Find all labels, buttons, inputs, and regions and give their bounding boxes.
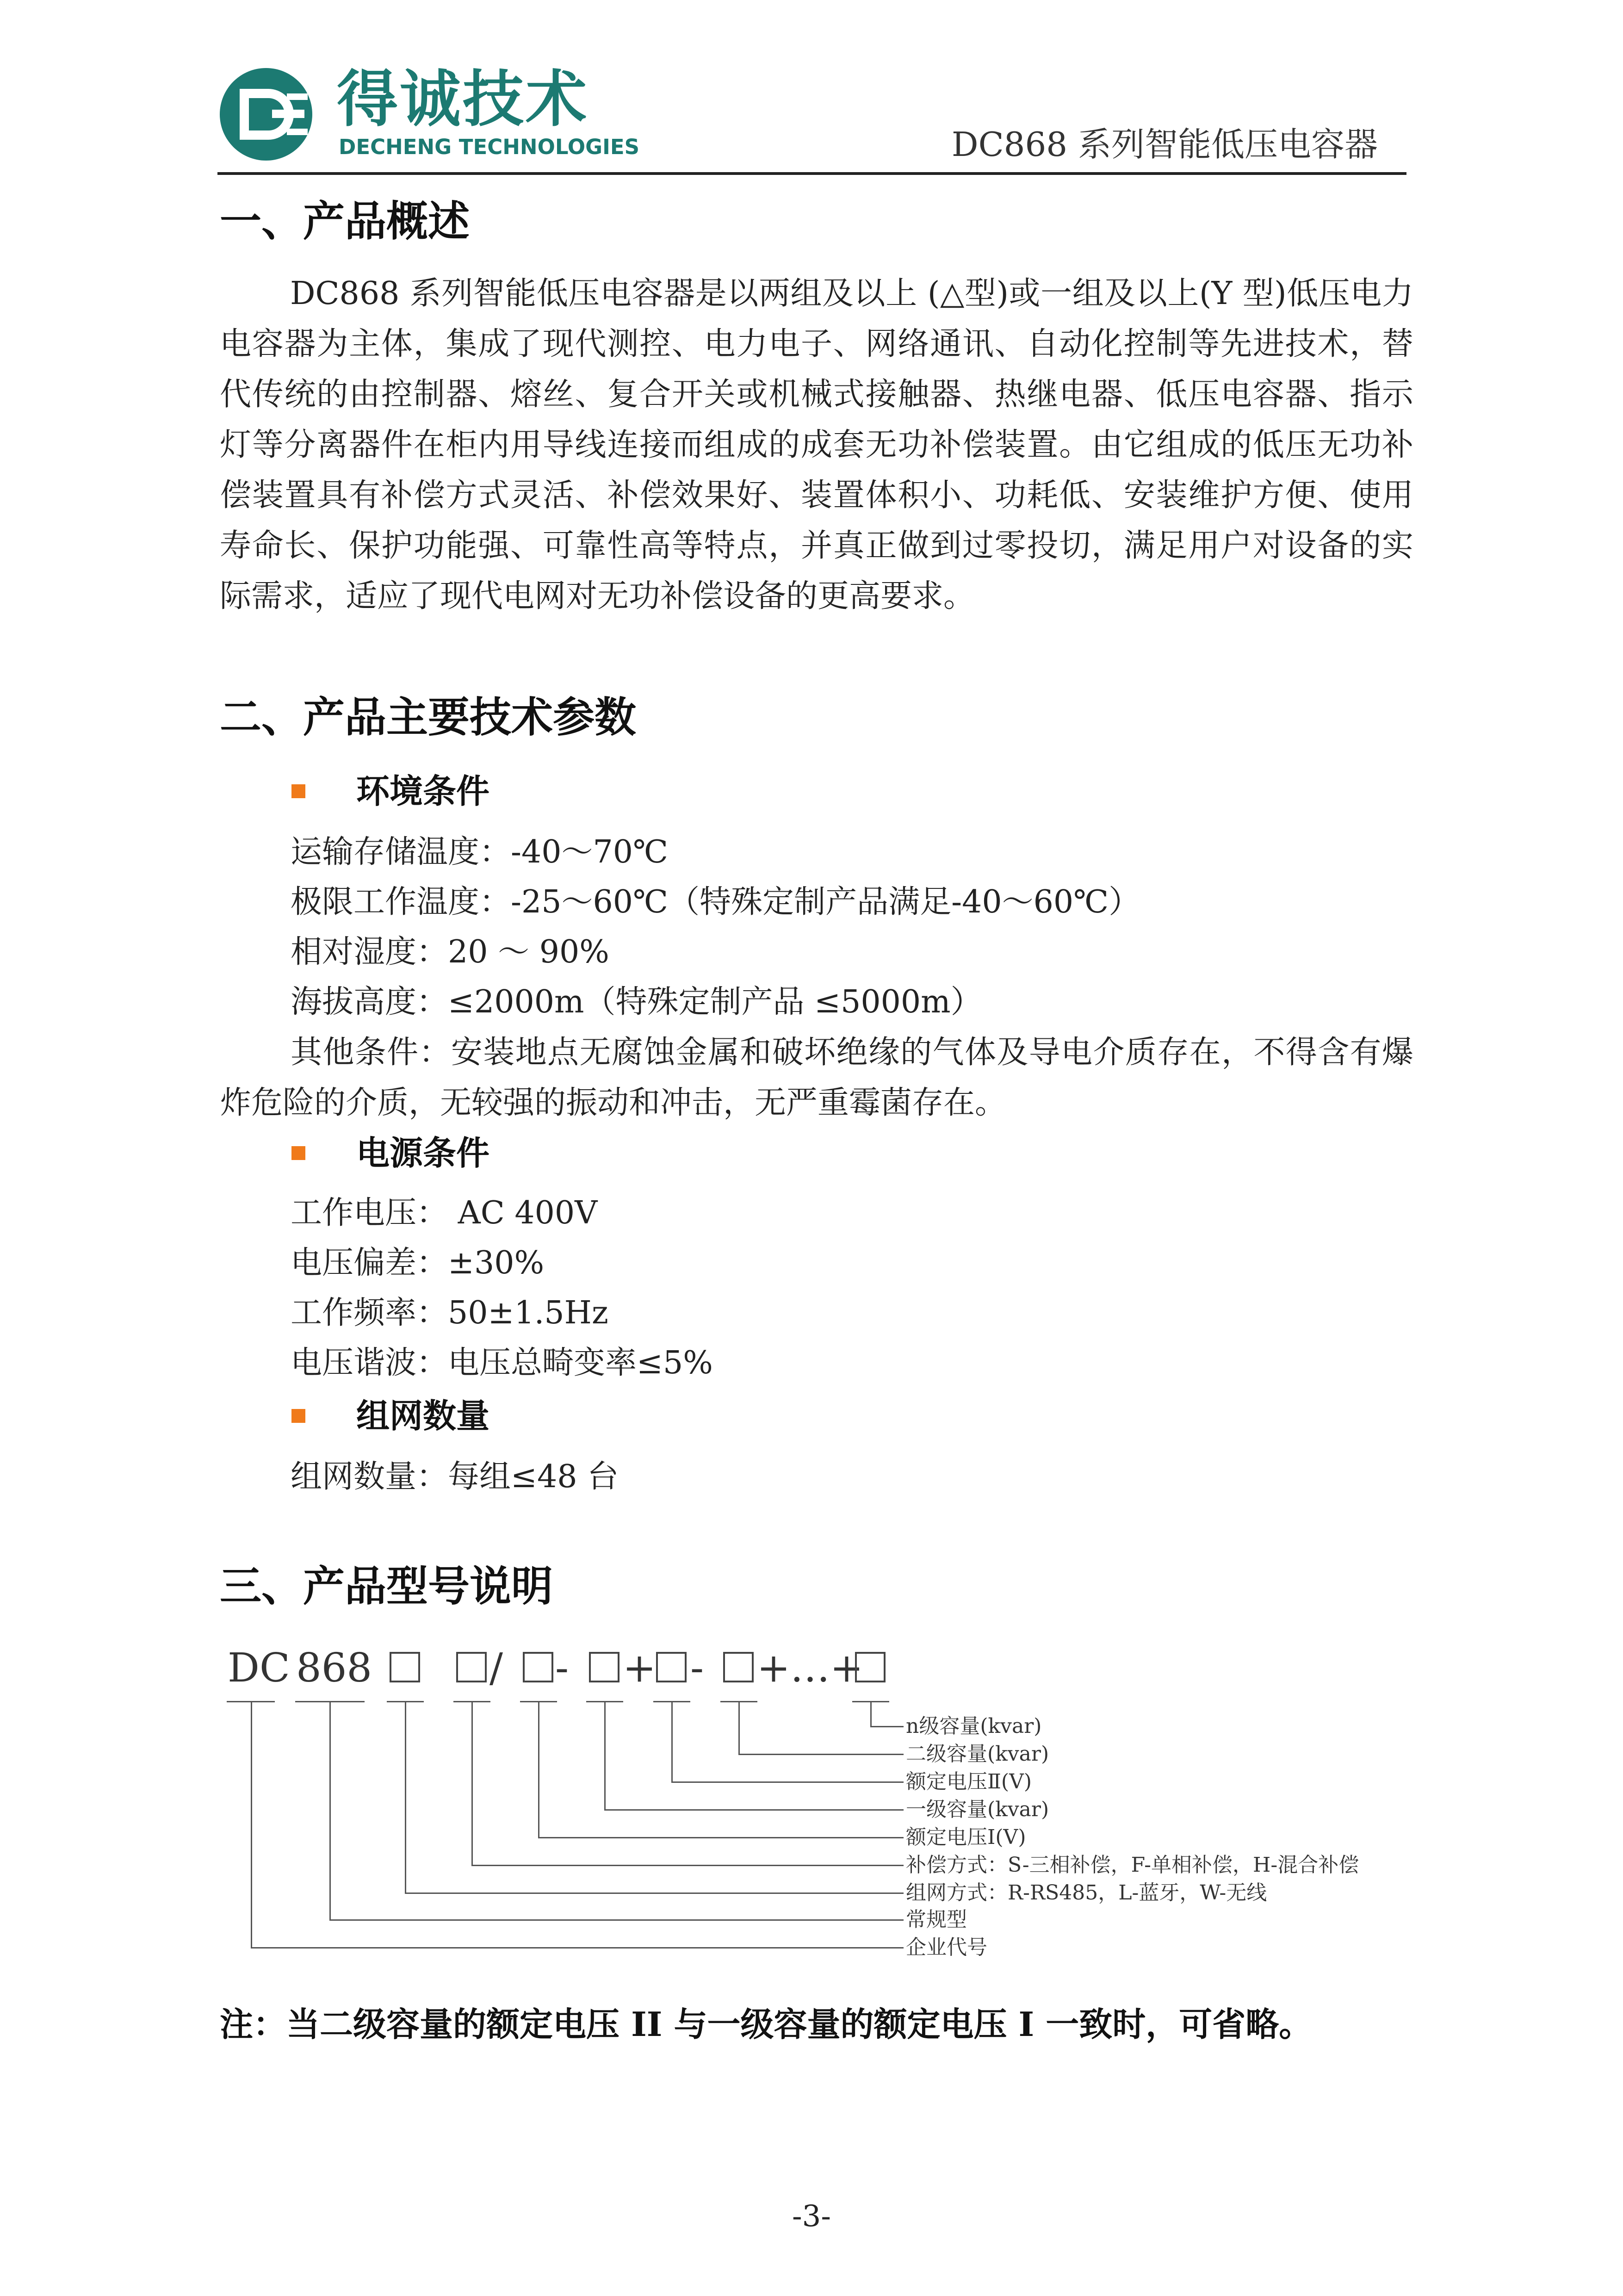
brand-name-cn: 得诚技术: [337, 64, 588, 135]
page-number: -3-: [792, 2199, 831, 2234]
power-harmonic: 电压谐波：电压总畸变率≤5%: [291, 1345, 713, 1381]
label-voltage-2: 额定电压Ⅱ(V): [906, 1770, 1032, 1793]
label-network-mode: 组网方式：R-RS485，L-蓝牙，W-无线: [906, 1881, 1267, 1905]
power-voltage: 工作电压： AC 400V: [291, 1195, 598, 1231]
code-box-network: [456, 1652, 487, 1682]
power-deviation: 电压偏差：±30%: [291, 1245, 545, 1281]
leader-compensation: [471, 1702, 473, 1865]
hline-capacity-n: [870, 1726, 904, 1727]
code-box-voltage-2: [723, 1652, 754, 1682]
label-compensation-mode: 补偿方式：S-三相补偿，F-单相补偿，H-混合补偿: [906, 1853, 1359, 1877]
label-capacity-2: 二级容量(kvar): [906, 1742, 1049, 1766]
leader-capacity-n: [870, 1702, 872, 1726]
code-dash-1: -: [555, 1645, 569, 1691]
hline-compensation: [471, 1865, 904, 1866]
env-working-temp: 极限工作温度：-25～60℃（特殊定制产品满足-40～60℃）: [291, 884, 1140, 920]
code-plus-1: +: [623, 1645, 657, 1691]
hline-voltage-1: [538, 1837, 904, 1838]
env-other: 其他条件：安装地点无腐蚀金属和破坏绝缘的气体及导电介质存在，不得含有爆炸危险的介质，无较强的振动和冲击，无严重霉菌存在。: [220, 1034, 1413, 1121]
power-heading-label: 电源条件: [356, 1133, 490, 1173]
hline-series: [329, 1919, 904, 1921]
hline-network: [405, 1893, 904, 1894]
code-dash-2: -: [690, 1645, 704, 1691]
power-heading: [291, 1130, 489, 1176]
document-title: DC868 系列智能低压电容器: [951, 125, 1378, 164]
power-frequency: 工作频率：50±1.5Hz: [291, 1295, 608, 1331]
leader-voltage-2: [671, 1702, 673, 1781]
label-capacity-1: 一级容量(kvar): [906, 1798, 1049, 1821]
bullet-square-icon: [291, 784, 305, 798]
env-storage-temp: 运输存储温度：-40～70℃: [291, 834, 669, 870]
leader-capacity-1: [604, 1702, 606, 1809]
decheng-logo-icon: [217, 66, 315, 163]
env-humidity: 相对湿度：20 ～ 90%: [291, 934, 609, 970]
hline-prefix: [251, 1947, 904, 1948]
section-2-title: 二、产品主要技术参数: [220, 693, 636, 742]
code-box-compensation: [523, 1652, 553, 1682]
label-company-code: 企业代号: [906, 1936, 987, 1959]
leader-series: [329, 1702, 331, 1919]
leader-network: [405, 1702, 406, 1893]
bullet-square-icon: [291, 1146, 305, 1160]
code-slash: /: [489, 1645, 503, 1691]
code-box-capacity-1: [656, 1652, 687, 1682]
model-note: 注：当二级容量的额定电压 II 与一级容量的额定电压 I 一致时，可省略。: [220, 2004, 1313, 2044]
section-3-title: 三、产品型号说明: [220, 1562, 553, 1611]
leader-prefix: [251, 1702, 252, 1947]
network-count: 组网数量：每组≤48 台: [291, 1458, 619, 1495]
company-logo: [217, 60, 657, 171]
network-heading-label: 组网数量: [356, 1396, 490, 1435]
code-prefix: DC: [228, 1645, 290, 1691]
hline-voltage-2: [671, 1781, 904, 1783]
code-box-standard: [390, 1652, 420, 1682]
env-heading-label: 环境条件: [356, 771, 490, 811]
header-divider: [217, 172, 1406, 175]
section-1-body: DC868 系列智能低压电容器是以两组及以上 (△型)或一组及以上(Y 型)低压电力电容器为主体，集成了现代测控、电力电子、网络通讯、自动化控制等先进技术，替代传统的由控制器、熔丝、复合开关或机械式接触器、热继电器、低压电容器、指示灯等分离器件在柜内用导线连接而组成的成套无功补偿装置。由它组成的低压无功补偿装置具有补偿方式灵活、补偿效果好、装置体积小、功耗低、安装维护方便、使用寿命长、保护功能强、可靠性高等特点，并真正做到过零投切，满足用户对设备的实际需求，适应了现代电网对无功补偿设备的更高要求。: [220, 275, 1413, 614]
network-heading: [291, 1393, 489, 1439]
leader-voltage-1: [538, 1702, 539, 1837]
brand-name-en: DECHENG TECHNOLOGIES: [339, 135, 639, 159]
label-voltage-1: 额定电压Ⅰ(V): [906, 1825, 1026, 1849]
code-box-voltage-1: [589, 1652, 619, 1682]
code-box-capacity-n: [855, 1652, 886, 1682]
env-altitude: 海拔高度：≤2000m（特殊定制产品 ≤5000m）: [291, 984, 982, 1020]
code-series: 868: [296, 1645, 372, 1691]
model-code-diagram: [222, 1643, 1425, 1994]
leader-capacity-2: [738, 1702, 740, 1754]
hline-capacity-2: [738, 1754, 904, 1755]
label-n-capacity: n级容量(kvar): [906, 1714, 1042, 1738]
env-heading: [291, 768, 489, 814]
bullet-square-icon: [291, 1409, 305, 1423]
label-standard-type: 常规型: [906, 1908, 967, 1931]
section-1-title: 一、产品概述: [220, 197, 470, 246]
code-ellipsis: +…+: [757, 1645, 864, 1691]
hline-capacity-1: [604, 1809, 904, 1811]
